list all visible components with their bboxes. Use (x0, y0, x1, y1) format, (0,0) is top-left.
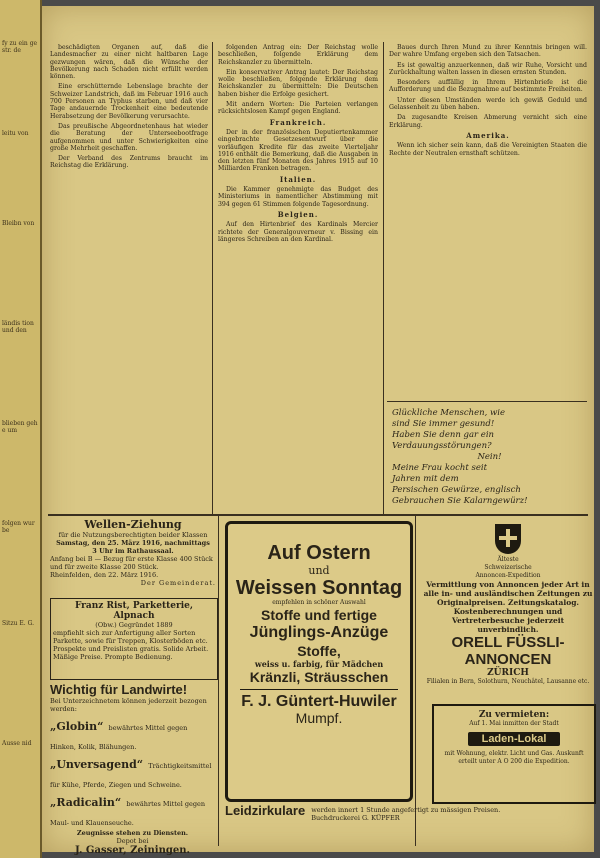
ad-text: empfiehlt sich zur Anfertigung aller Sorten Parkette, sowie für Treppen, Klosterböden etc. Prospekte und Preislisten gratis. Solide Arbeit. Mäßige Preise. Prompte Bedienung. (53, 629, 209, 661)
left-page-edge (0, 0, 42, 858)
script-line: Gebrauchen Sie Kalarngewürz! (392, 496, 528, 506)
paragraph: Wenn ich sicher sein kann, daß die Vereinigten Staaten die Rechte der Neutralen ernsthaft schützen. (389, 142, 587, 157)
ad-highlight: Laden-Lokal (468, 732, 560, 746)
paragraph: Der in der französischen Deputiertenkammer eingebrachte Gesetzesentwurf über die vorläufigen Kredite für das zweite Vierteljahr 1916 enthält die Bemerkung, daß die Ausgaben in den letzten fünf Monaten des Jahres 1915 auf 10 Milliarden Franken betragen. (218, 128, 378, 173)
product-name: „Globin“ (50, 720, 104, 733)
ad-footer: Zeugnisse stehen zu Diensten. (76, 829, 189, 837)
article-column-1 (50, 44, 208, 514)
ad-name: ORELL FÜSSLI- (451, 634, 565, 651)
ad-line: Stoffe und fertige (261, 607, 377, 623)
ad-title: Leidzirkulare (225, 803, 306, 818)
script-line: Verdauungsstörungen? (392, 441, 492, 451)
ad-section-divider (48, 514, 588, 516)
swiss-cross-icon (495, 524, 521, 554)
script-line: Persischen Gewürze, englisch (392, 485, 521, 495)
ad-text: mit Wohnung, elektr. Licht und Gas. Auskunft erteilt unter A O 200 die Expedition. (444, 750, 584, 765)
paragraph: Der Verband des Zentrums braucht im Reichstag die Erklärung. (50, 155, 208, 170)
script-line: sind Sie immer gesund! (392, 419, 495, 429)
ostern-clothing-ad (225, 521, 413, 802)
script-line: Meine Frau kocht seit (392, 463, 488, 473)
section-heading: Frankreich. (269, 117, 327, 127)
divider (387, 401, 587, 402)
column-divider (212, 42, 213, 514)
section-heading: Italien. (279, 174, 317, 184)
margin-fragment: fy zu ein gestr. de (2, 40, 38, 54)
paragraph: Baues durch Ihren Mund zu ihrer Kenntnis bringen will. Der wahre Umfang ergeben sich den Tatsachen. (389, 44, 587, 59)
ad-intro: Bei Unterzeichnetem können jederzeit bezogen werden: (50, 697, 207, 713)
product-desc: bewährtes Mittel gegen Maul- und Klauenseuche. (50, 800, 206, 827)
ad-merchant: F. J. Güntert-Huwiler (241, 693, 397, 710)
margin-fragment: Ausse nid (2, 740, 32, 747)
paragraph: Besonders auffällig in Ihrem Hirtenbriefe ist die Aufforderung und die Bezugnahme auf bestimmte Freiheiten. (389, 79, 587, 94)
ad-line: Jünglings-Anzüge (249, 624, 389, 641)
landwirte-ad (50, 682, 215, 856)
ad-footer-name: J. Gasser, Zeiningen. (75, 845, 190, 856)
ad-title: Franz Rist, Parketterie, Alpnach (74, 601, 194, 621)
ad-line: Kränzli, Sträusschen (249, 669, 389, 685)
product-desc: Trächtigkeitsmittel für Kühe, Pferde, Ziegen und Schweine. (50, 762, 212, 789)
divider (240, 689, 398, 690)
script-line: Nein! (477, 452, 502, 462)
margin-fragment: Sitzu E. G. (2, 620, 35, 627)
product-item (50, 715, 215, 753)
ad-branches: Filialen in Bern, Solothurn, Neuchâtel, Lausanne etc. (426, 678, 590, 685)
product-item (50, 791, 215, 829)
product-name: „Radicalin“ (50, 796, 122, 809)
paragraph: folgenden Antrag ein: Der Reichstag wolle beschließen, folgende Erklärung dem Reichskanzler zu übermitteln. (218, 44, 378, 66)
ad-line: Annoncen-Expedition (475, 572, 541, 579)
ad-text: Vermittlung von Annoncen jeder Art in alle in- und ausländischen Zeitungen zu Originalpreisen. Zeitungskatalog. Kostenberechnungen und Vertreterbesuche jederzeit unverbindlich. (423, 580, 593, 634)
product-name: „Unversagend“ (50, 758, 144, 771)
section-heading: Amerika. (466, 130, 510, 140)
notice-title: Wellen-Ziehung (84, 518, 182, 531)
product-desc: bewährtes Mittel gegen Hinken, Kolik, Blähungen. (50, 724, 188, 751)
paragraph: Da zugesandte Kreisen Abmerung vernicht sich eine Erklärung. (389, 114, 587, 129)
vermieten-ad (432, 704, 596, 804)
column-divider (218, 516, 219, 846)
paragraph: Es ist gewaltig anzuerkennen, daß wir Ruhe, Vorsicht und Zurückhaltung walten lassen in diesen ernsten Stunden. (389, 61, 587, 76)
ad-line: Auf 1. Mai inmitten der Stadt (469, 720, 559, 727)
article-column-2 (218, 44, 378, 514)
script-line: Jahren mit dem (392, 474, 459, 484)
column-divider (383, 42, 384, 514)
ad-subtitle: (Obw.) Gegründet 1889 (95, 621, 173, 629)
ad-footer: Depot bei (116, 837, 149, 845)
paragraph: Ein konservativer Antrag lautet: Der Reichstag wolle beschließen, folgende Erklärung dem Reichskanzler zu übermitteln: Die Deutschen haben bisher die Erfolge gesichert. (218, 68, 378, 98)
ad-town: Mumpf. (295, 710, 343, 726)
ad-line: und (308, 564, 330, 577)
wellen-ziehung-notice (50, 518, 216, 587)
section-heading: Belgien. (277, 209, 319, 219)
notice-place-date: Rheinfelden, den 22. März 1916. (50, 571, 159, 579)
notice-line: für die Nutzungsberechtigten beider Klassen (58, 531, 208, 539)
paragraph: Eine erschütternde Lebenslage brachte der Schweizer Landstrich, daß im Februar 1916 auch 700 Personen an Typhus starben, und daß vier Tage andauernde Trockenheit eine bedeutende Herabsetzung der Bevölkerung verursachte. (50, 83, 208, 120)
ad-line: Älteste (497, 556, 519, 563)
leidzirkulare-ad (225, 803, 565, 822)
margin-fragment: ländis tion und den (2, 320, 34, 334)
notice-time: 3 Uhr im Rathaussaal. (92, 547, 174, 555)
article-column-3 (389, 44, 587, 384)
paragraph: Die Kammer genehmigte das Budget des Ministeriums in namentlicher Abstimmung mit 394 gegen 61 Stimmen folgende Tagesordnung. (218, 186, 378, 208)
script-line: Haben Sie denn gar ein (392, 430, 495, 440)
ad-line: Stoffe, (297, 643, 341, 659)
ad-headline: Weissen Sonntag (235, 577, 403, 599)
ad-city: ZÜRICH (487, 668, 529, 678)
ad-name: ANNONCEN (464, 651, 552, 668)
ad-title: Zu vermieten: (478, 710, 550, 720)
margin-fragment: folgen wurbe (2, 520, 35, 534)
paragraph: Unter diesen Umständen werde ich gewiß Geduld und Gelassenheit zu üben haben. (389, 96, 587, 112)
paragraph: Auf den Hirtenbrief des Kardinals Mercier richtete der Generalgouverneur v. Bissing ein längeres Schreiben an den Kardinal. (218, 221, 378, 243)
ad-title: Wichtig für Landwirte! (50, 682, 188, 697)
paragraph: Das preußische Abgeordnetenhaus hat wieder die Beratung der Unterseebootfrage aufgenommen und unter Schwierigkeiten eine große Mehrheit geschaffen. (50, 122, 208, 152)
paragraph: Mit andern Worten: Die Parteien verlangen rücksichtslosen Kampf gegen England. (218, 101, 378, 116)
margin-fragment: blieben gehe um (2, 420, 38, 434)
ad-line: weiss u. farbig, für Mädchen (254, 659, 384, 669)
handwritten-ad (392, 408, 587, 507)
notice-signature: Der Gemeinderat. (140, 579, 216, 587)
newspaper-page (42, 6, 594, 856)
parketterie-ad (50, 598, 218, 680)
ad-text: werden innert 1 Stunde angefertigt zu mässigen Preisen. Buchdruckerei G. KÜPFER (311, 806, 501, 822)
margin-fragment: leitu von (2, 130, 29, 137)
column-divider (415, 516, 416, 846)
ad-line: empfehlen in schöner Auswahl (272, 599, 366, 606)
orell-fussli-ad (423, 520, 593, 696)
paragraph: beschädigten Organen auf, daß die Landesmacher zu einer nicht haltbaren Lage gezwungen wären, daß die Wünsche der Bevölkerung nach Schaden nicht erfüllt werden können. (50, 44, 208, 81)
ad-line: Schweizerische (484, 564, 532, 571)
product-item (50, 753, 215, 791)
margin-fragment: Bleibn von (2, 220, 35, 227)
notice-note: Anfang bei B — Bezug für erste Klasse 400 Stück und für zweite Klasse 200 Stück. (50, 555, 213, 571)
notice-date: Samstag, den 25. März 1916, nachmittags (56, 539, 210, 547)
ad-headline: Auf Ostern (267, 542, 371, 564)
script-line: Glückliche Menschen, wie (392, 408, 506, 418)
